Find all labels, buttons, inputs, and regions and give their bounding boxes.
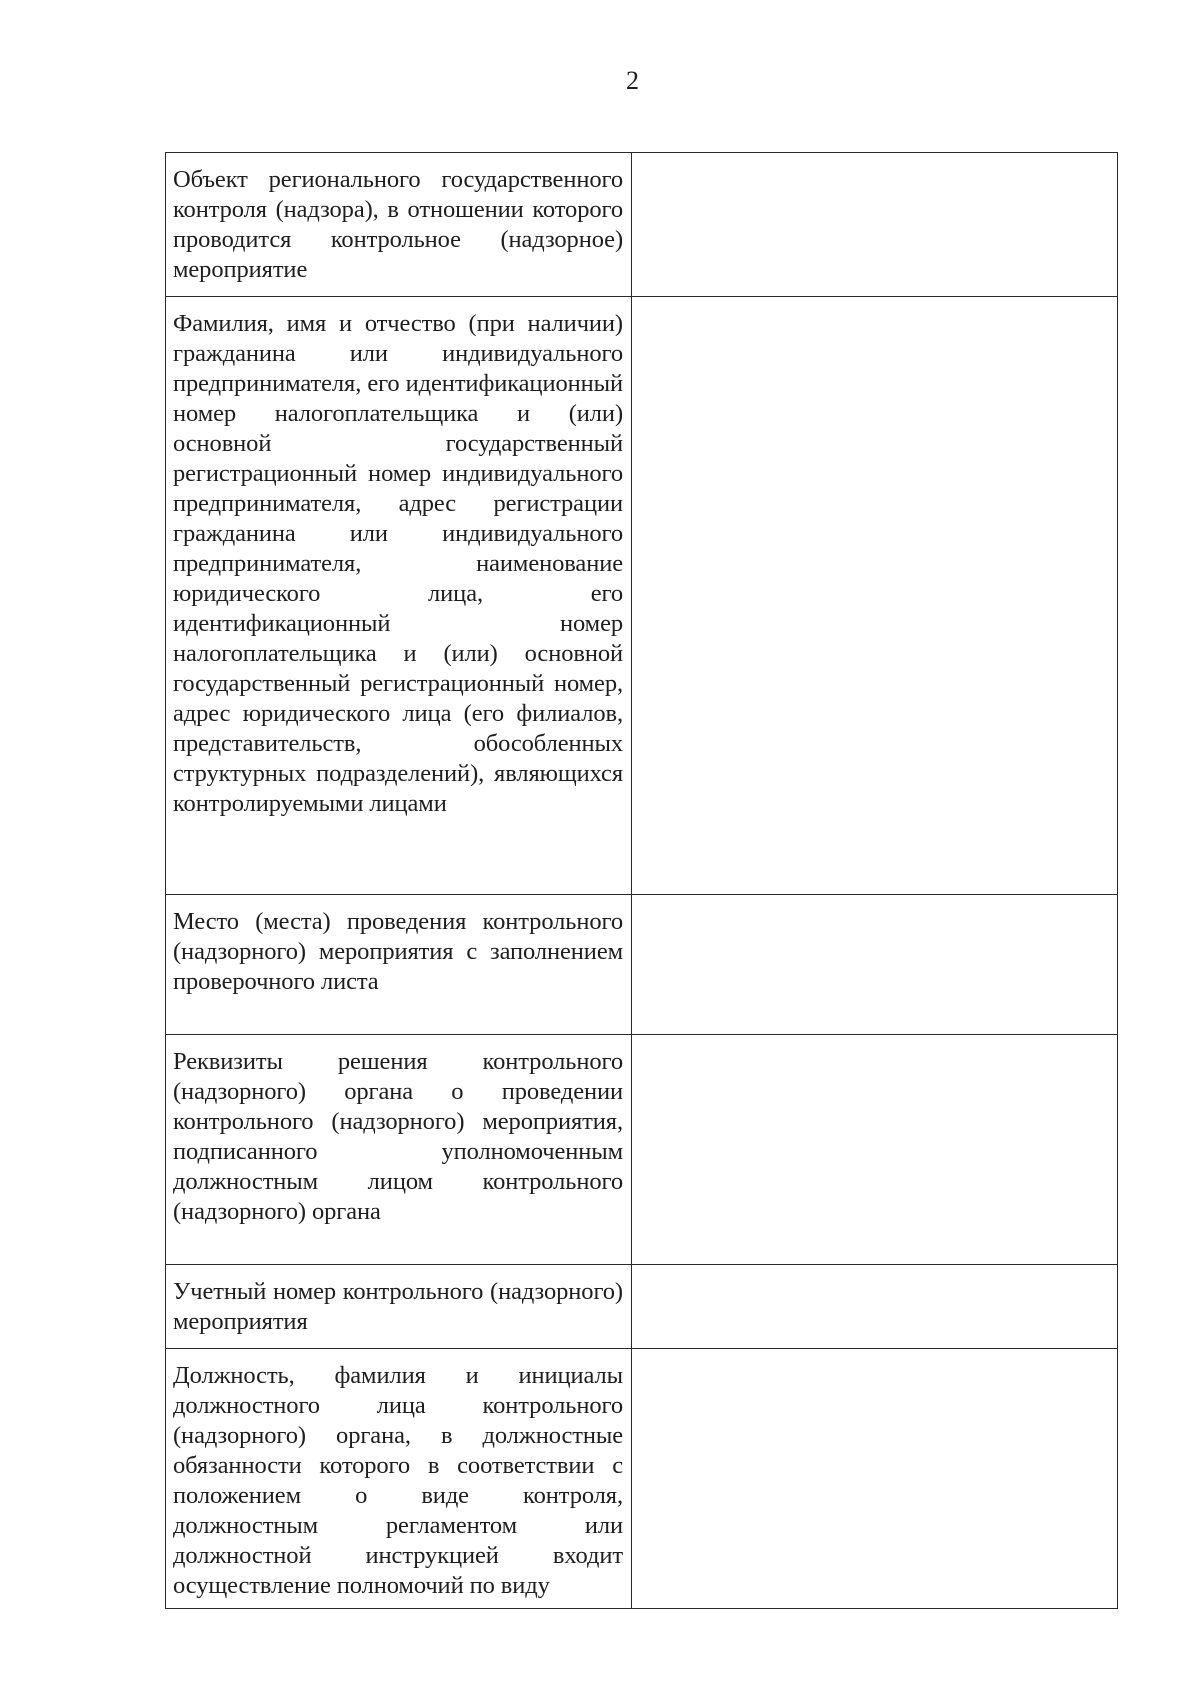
page-number: 2 bbox=[626, 66, 639, 95]
table-row bbox=[166, 153, 1118, 297]
row-label-event-location: Место (места) проведения контрольного (надзорного) мероприятия с заполнением проверочного листа bbox=[166, 895, 632, 1035]
row-value-decision-details[interactable] bbox=[632, 1035, 1118, 1265]
row-value-registration-number[interactable] bbox=[632, 1265, 1118, 1349]
row-label-official-position: Должность, фамилия и инициалы должностного лица контрольного (надзорного) органа, в должностные обязанности которого в соответствии с положением о виде контроля, должностным регламентом или должностной инструкцией входит осуществление полномочий по виду bbox=[166, 1349, 632, 1609]
row-label-decision-details: Реквизиты решения контрольного (надзорного) органа о проведении контрольного (надзорного) мероприятия, подписанного уполномоченным должностным лицом контрольного (надзорного) органа bbox=[166, 1035, 632, 1265]
row-value-control-object[interactable] bbox=[632, 153, 1118, 297]
table-row bbox=[166, 1265, 1118, 1349]
table-row bbox=[166, 1349, 1118, 1609]
row-label-control-object: Объект регионального государственного контроля (надзора), в отношении которого проводится контрольное (надзорное) мероприятие bbox=[166, 153, 632, 297]
row-value-event-location[interactable] bbox=[632, 895, 1118, 1035]
row-value-controlled-person[interactable] bbox=[632, 297, 1118, 895]
table-row bbox=[166, 895, 1118, 1035]
row-label-controlled-person: Фамилия, имя и отчество (при наличии) гражданина или индивидуального предпринимателя, его идентификационный номер налогоплательщика и (или) основной государственный регистрационный номер индивидуального предпринимателя, адрес регистрации гражданина или индивидуального предпринимателя, наименование юридического лица, его идентификационный номер налогоплательщика и (или) основной государственный регистрационный номер, адрес юридического лица (его филиалов, представительств, обособленных структурных подразделений), являющихся контролируемыми лицами bbox=[166, 297, 632, 895]
table-row bbox=[166, 1035, 1118, 1265]
inspection-details-table bbox=[165, 152, 1118, 1609]
table-row bbox=[166, 297, 1118, 895]
row-label-registration-number: Учетный номер контрольного (надзорного) мероприятия bbox=[166, 1265, 632, 1349]
row-value-official-position[interactable] bbox=[632, 1349, 1118, 1609]
